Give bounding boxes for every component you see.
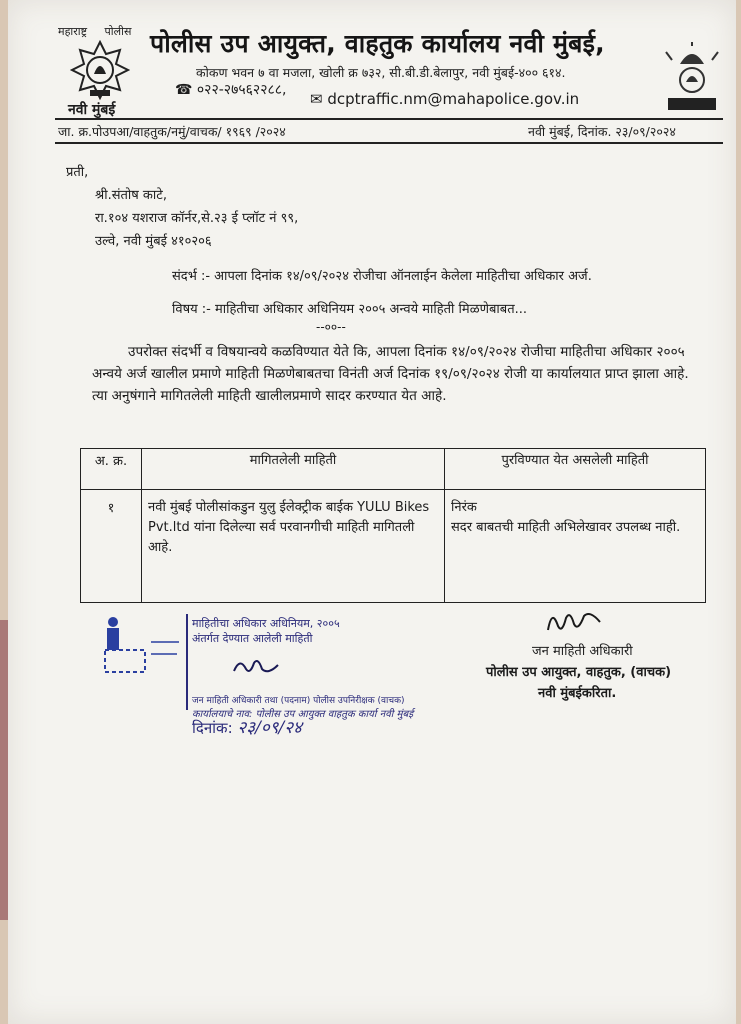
phone-icon: ☎ — [175, 82, 193, 98]
email-value: dcptraffic.nm@mahapolice.gov.in — [327, 90, 580, 108]
signatory-place: नवी मुंबईकरिता. — [538, 686, 617, 701]
row-provided-status: निरंक — [451, 500, 477, 515]
table-header-row — [81, 449, 706, 490]
row-provided-detail: सदर बाबतची माहिती अभिलेखावर उपलब्ध नाही. — [451, 520, 681, 535]
subject-line: विषय :- माहितीचा अधिकार अधिनियम २००५ अन्वये माहिती मिळणेबाबत... — [172, 302, 527, 317]
email-address — [310, 90, 579, 108]
recipient-address-line-1: रा.१०४ यशराज कॉर्नर,से.२३ ई प्लॉट नं ९९, — [95, 211, 299, 226]
information-table — [80, 448, 706, 603]
email-icon: ✉ — [310, 90, 323, 108]
stamp-bar — [186, 614, 188, 710]
emblem-caption — [58, 24, 145, 39]
body-paragraph — [92, 341, 702, 407]
header-serial: अ. क्र. — [81, 449, 142, 490]
reference-line: संदर्भ :- आपला दिनांक १४/०९/२०२४ रोजीचा ऑनलाईन केलेला माहितीचा अधिकार अर्ज. — [172, 269, 592, 284]
row-serial: १ — [81, 490, 142, 603]
to-label: प्रती, — [66, 165, 89, 180]
stamp-line-3: जन माहिती अधिकारी तथा (पदनाम) पोलीस उपनिरीक्षक (वाचक) — [192, 696, 405, 706]
header-provided: पुरविण्यात येत असलेली माहिती — [445, 449, 706, 490]
police-emblem-icon — [70, 40, 130, 102]
phone-number — [175, 80, 287, 99]
stamp-date-label: दिनांक: — [192, 719, 233, 737]
header-rule-top — [55, 118, 723, 120]
stamp-line-2: अंतर्गत देण्यात आलेली माहिती — [192, 632, 313, 645]
header-rule-bottom — [55, 142, 723, 144]
police-label: पोलीस — [104, 25, 132, 38]
separator: --००-- — [316, 320, 346, 334]
recipient-name: श्री.संतोष काटे, — [95, 188, 167, 203]
recipient-address-line-2: उल्वे, नवी मुंबई ४१०२०६ — [95, 234, 212, 249]
signatory-title: जन माहिती अधिकारी — [532, 644, 633, 659]
stamp-line-4: कार्यालयाचे नाव: पोलीस उप आयुक्त वाहतुक कार्या नवी मुंबई — [192, 709, 414, 720]
stamp-date — [192, 715, 302, 738]
row-provided — [445, 490, 706, 603]
traffic-police-logo-icon — [662, 42, 722, 112]
reference-number: जा. क्र.पोउपआ/वाहतुक/नमुं/वाचक/ १९६९ /२०२४ — [58, 124, 286, 139]
office-address: कोकण भवन ७ वा मजला, खोली क्र ७३२, सी.बी.डी.बेलापुर, नवी मुंबई-४०० ६१४. — [196, 65, 566, 80]
rti-stamp-emblem-icon — [103, 612, 183, 674]
phone-value: ०२२-२७५६२२८८, — [196, 82, 287, 98]
row-requested: नवी मुंबई पोलीसांकडुन युलु ईलेक्ट्रीक बाईक YULU Bikes Pvt.ltd यांना दिलेल्या सर्व परवानगीची माहिती मागितली आहे. — [142, 490, 445, 603]
state-label: महाराष्ट्र — [58, 25, 88, 38]
table-row — [81, 490, 706, 603]
office-title: पोलीस उप आयुक्त, वाहतुक कार्यालय नवी मुंबई, — [150, 29, 605, 58]
signatory-department: पोलीस उप आयुक्त, वाहतुक, (वाचक) — [486, 665, 672, 680]
body-text: उपरोक्त संदर्भी व विषयान्वये कळविण्यात येते कि, आपला दिनांक १४/०९/२०२४ रोजीचा माहितीचा अधिकार २००५ अन्वये अर्ज खालील प्रमाणे माहिती मिळणेबाबतचा विनंती अर्ज दिनांक १९/०९/२०२४ रोजी या कार्यालयात प्राप्त झाला आहे. त्या अनुषंगाने मागितलेली माहिती खालीलप्रमाणे सादर करण्यात येत आहे. — [92, 344, 689, 404]
stamp-signature-icon — [232, 655, 280, 677]
stamp-line-1: माहितीचा अधिकार अधिनियम, २००५ — [192, 617, 340, 630]
city-label: नवी मुंबई — [68, 102, 116, 118]
stamp-date-value: २३/०९/२४ — [237, 718, 302, 738]
letter-date: नवी मुंबई, दिनांक. २३/०९/२०२४ — [528, 124, 676, 139]
officer-signature-icon — [544, 606, 604, 636]
header-requested: मागितलेली माहिती — [142, 449, 445, 490]
